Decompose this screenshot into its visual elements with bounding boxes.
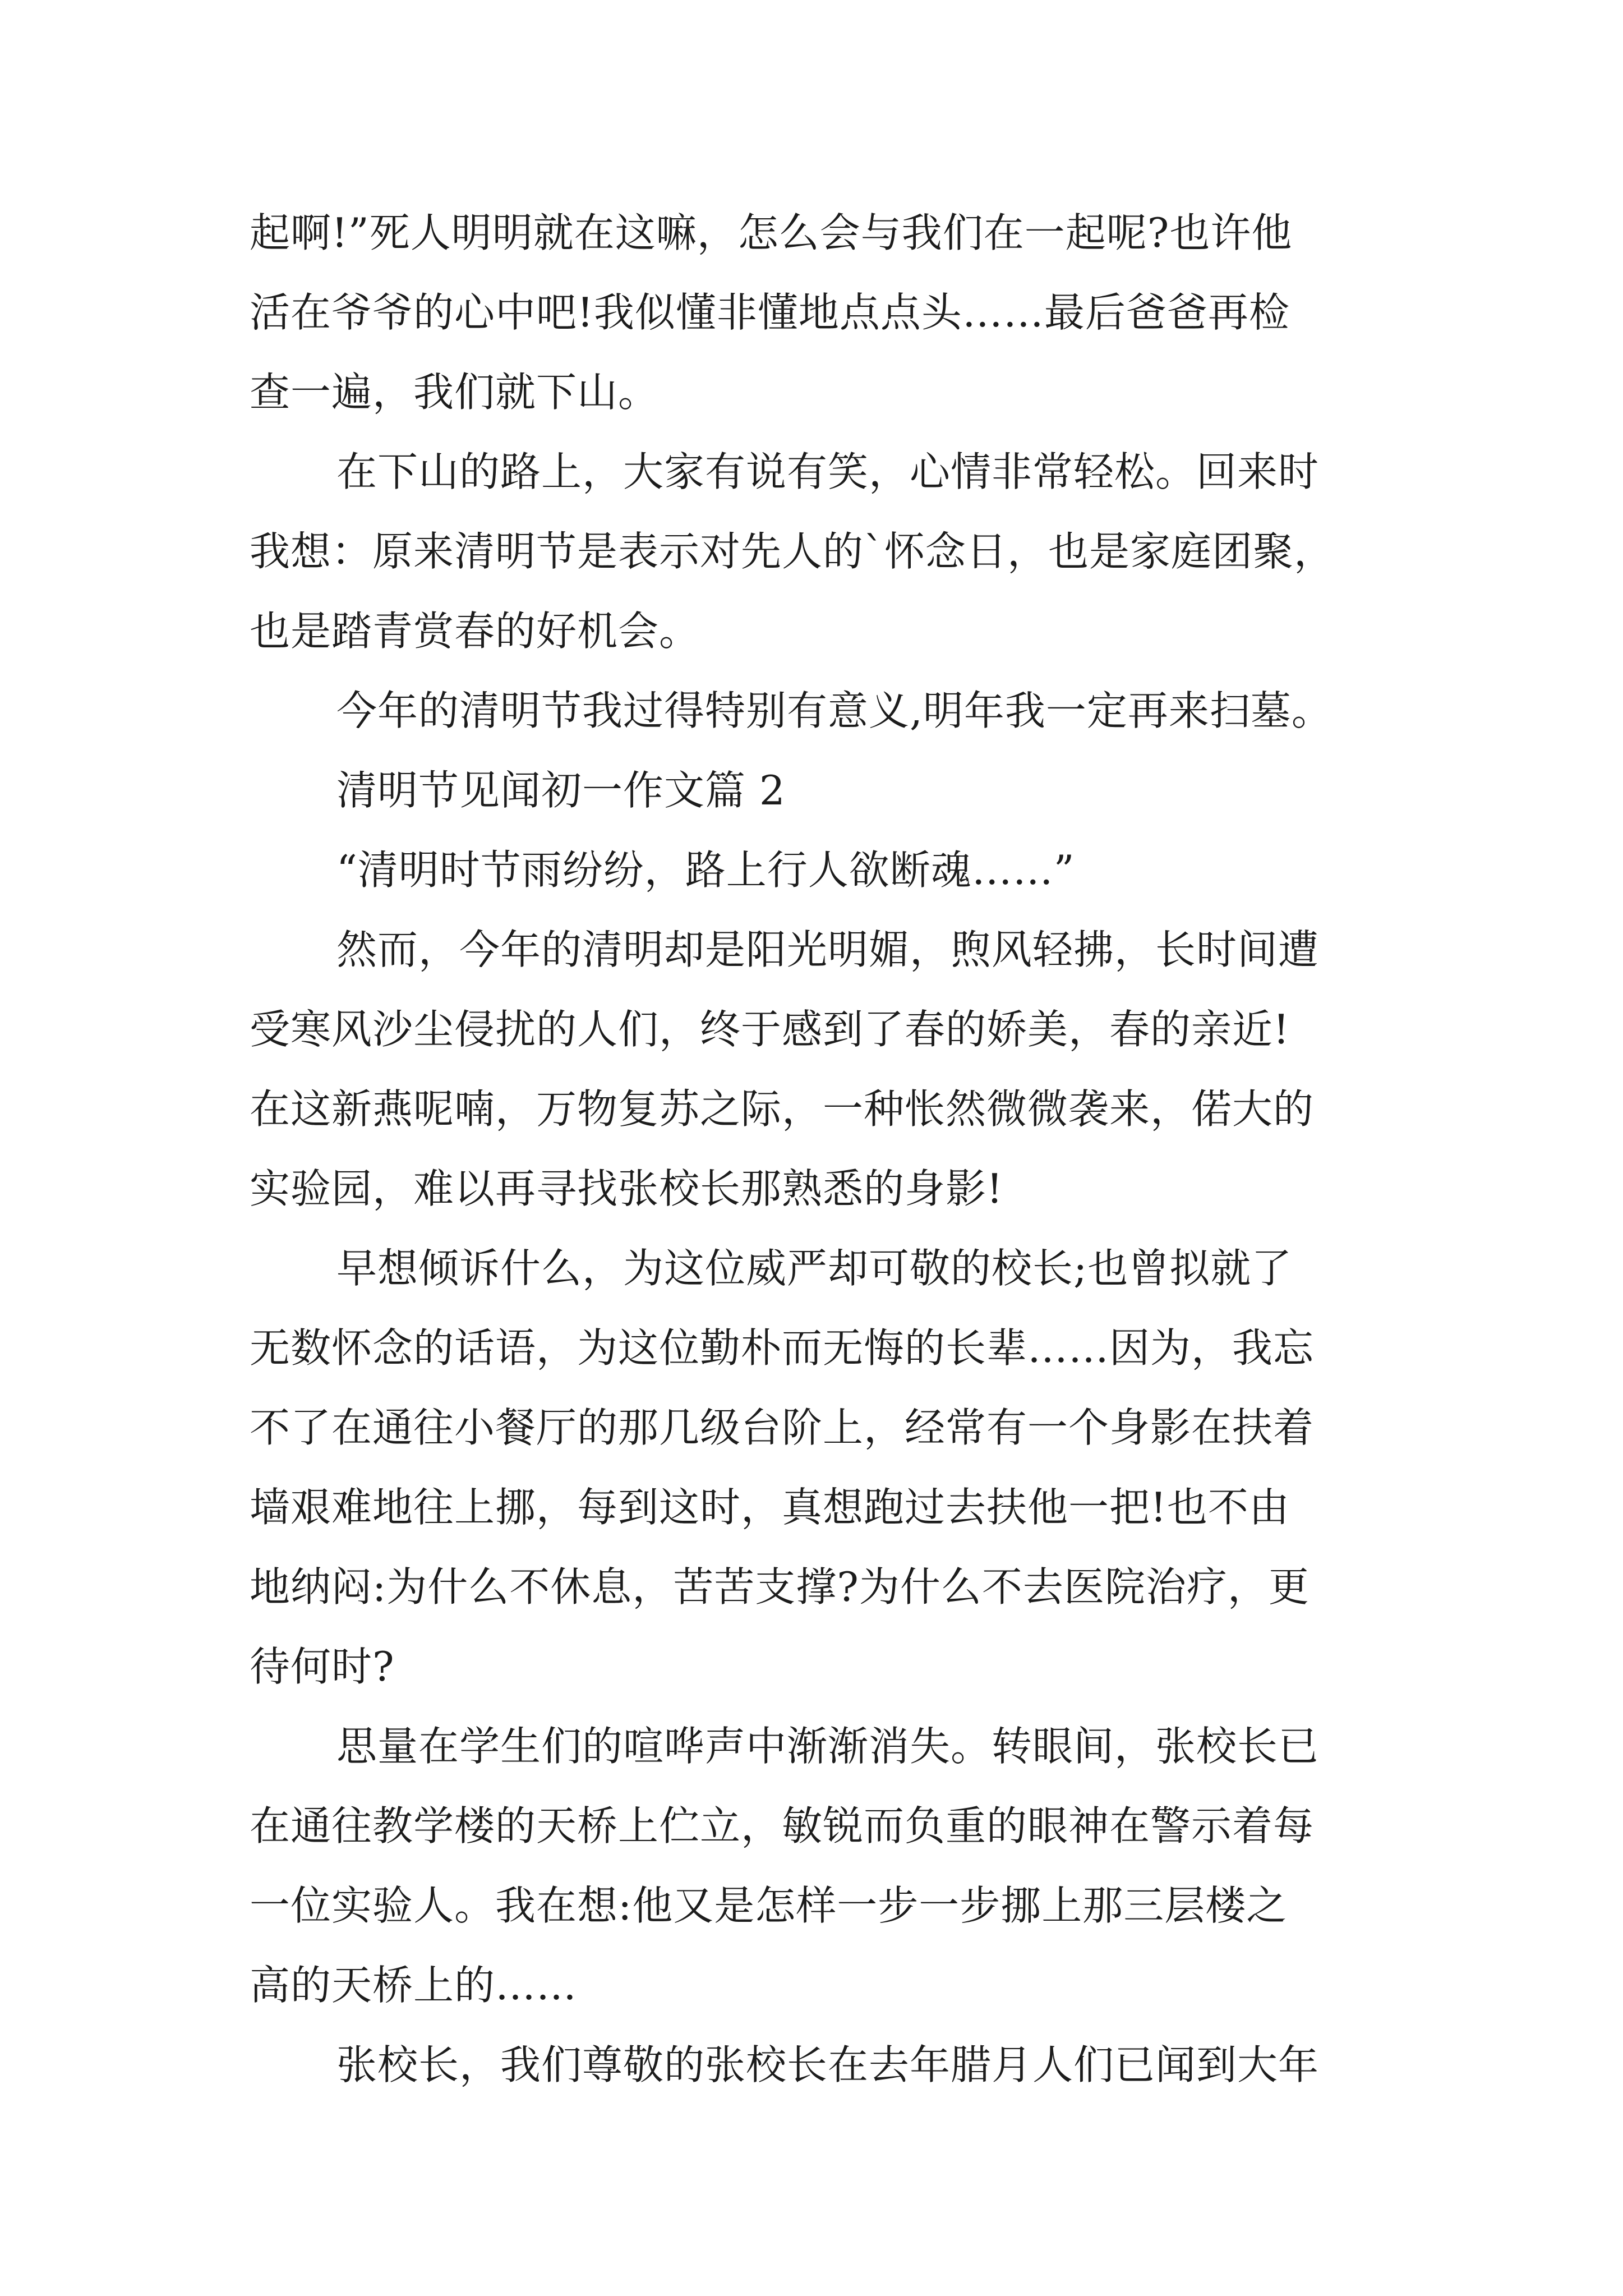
text-line: 然而，今年的清明却是阳光明媚，煦风轻拂，长时间遭 — [336, 926, 1320, 973]
text-line: 受寒风沙尘侵扰的人们，终于感到了春的娇美，春的亲近! — [250, 1006, 1290, 1053]
text-line: 起啊!”死人明明就在这嘛，怎么会与我们在一起呢?也许他 — [250, 209, 1293, 256]
text-line: 高的天桥上的…… — [250, 1962, 578, 2009]
text-line: 待何时? — [250, 1643, 395, 1690]
text-line: 一位实验人。我在想:他又是怎样一步一步挪上那三层楼之 — [250, 1882, 1288, 1929]
text-line: 墙艰难地往上挪，每到这时，真想跑过去扶他一把!也不由 — [250, 1484, 1290, 1531]
text-line: 无数怀念的话语，为这位勤朴而无悔的长辈……因为，我忘 — [250, 1324, 1315, 1372]
text-line: 在这新燕呢喃，万物复苏之际，一种怅然微微袭来，偌大的 — [250, 1085, 1315, 1133]
text-line: 张校长，我们尊敬的张校长在去年腊月人们已闻到大年 — [336, 2041, 1320, 2088]
text-line: 查一遍，我们就下山。 — [250, 369, 660, 416]
text-line: 也是踏青赏春的好机会。 — [250, 608, 700, 655]
text-line: 地纳闷:为什么不休息，苦苦支撑?为什么不去医院治疗，更 — [250, 1563, 1310, 1611]
text-line: 实验园，难以再寻找张校长那熟悉的身影! — [250, 1165, 1003, 1212]
text-line: 不了在通往小餐厅的那几级台阶上，经常有一个身影在扶着 — [250, 1404, 1315, 1451]
text-line: 我想：原来清明节是表示对先人的`怀念日，也是家庭团聚， — [250, 528, 1335, 575]
text-line: 思量在学生们的喧哗声中渐渐消失。转眼间，张校长已 — [336, 1723, 1320, 1770]
text-line: “清明时节雨纷纷，路上行人欲断魂……” — [336, 846, 1075, 894]
text-line: 早想倾诉什么，为这位威严却可敬的校长;也曾拟就了 — [336, 1245, 1293, 1292]
text-line: 在下山的路上，大家有说有笑，心情非常轻松。回来时 — [336, 448, 1320, 495]
text-line: 活在爷爷的心中吧!我似懂非懂地点点头……最后爸爸再检 — [250, 289, 1290, 336]
section-heading: 清明节见闻初一作文篇 2 — [336, 767, 786, 814]
text-line: 今年的清明节我过得特别有意义,明年我一定再来扫墓。 — [336, 687, 1332, 734]
text-line: 在通往教学楼的天桥上伫立，敏锐而负重的眼神在警示着每 — [250, 1802, 1315, 1849]
